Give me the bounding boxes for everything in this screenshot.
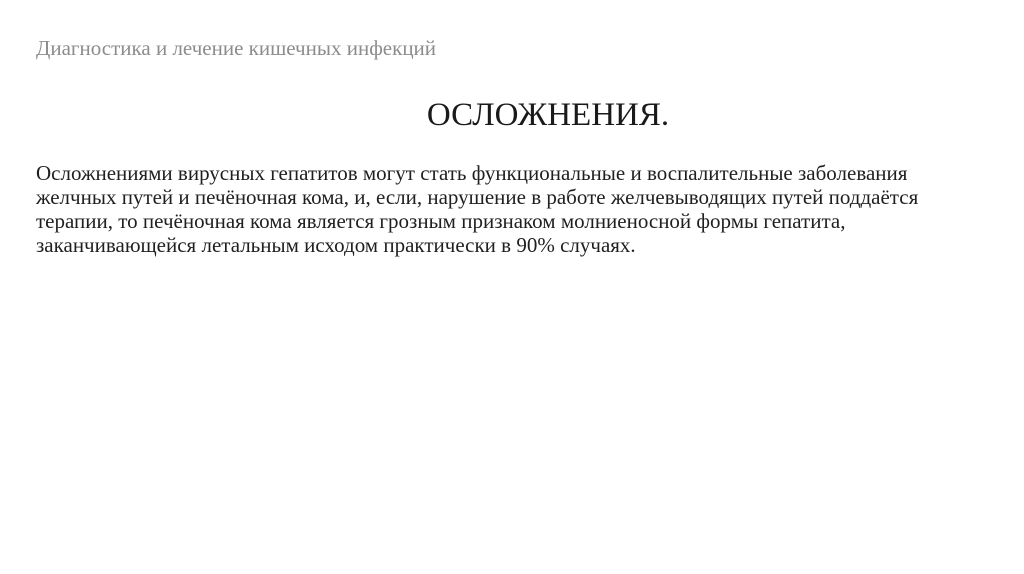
body-line: заканчивающейся летальным исходом практически в 90% случаях. bbox=[36, 233, 636, 257]
body-line: Осложнениями вирусных гепатитов могут стать функциональные и воспалительные заболевания bbox=[36, 161, 908, 185]
body-line: желчных путей и печёночная кома, и, если, нарушение в работе желчевыводящих путей поддаётся bbox=[36, 185, 919, 209]
section-heading: ОСЛОЖНЕНИЯ. bbox=[426, 97, 670, 133]
body-paragraph bbox=[36, 161, 976, 257]
body-line: терапии, то печёночная кома является грозным признаком молниеносной формы гепатита, bbox=[36, 209, 846, 233]
slide-header-title: Диагностика и лечение кишечных инфекций bbox=[36, 36, 437, 60]
